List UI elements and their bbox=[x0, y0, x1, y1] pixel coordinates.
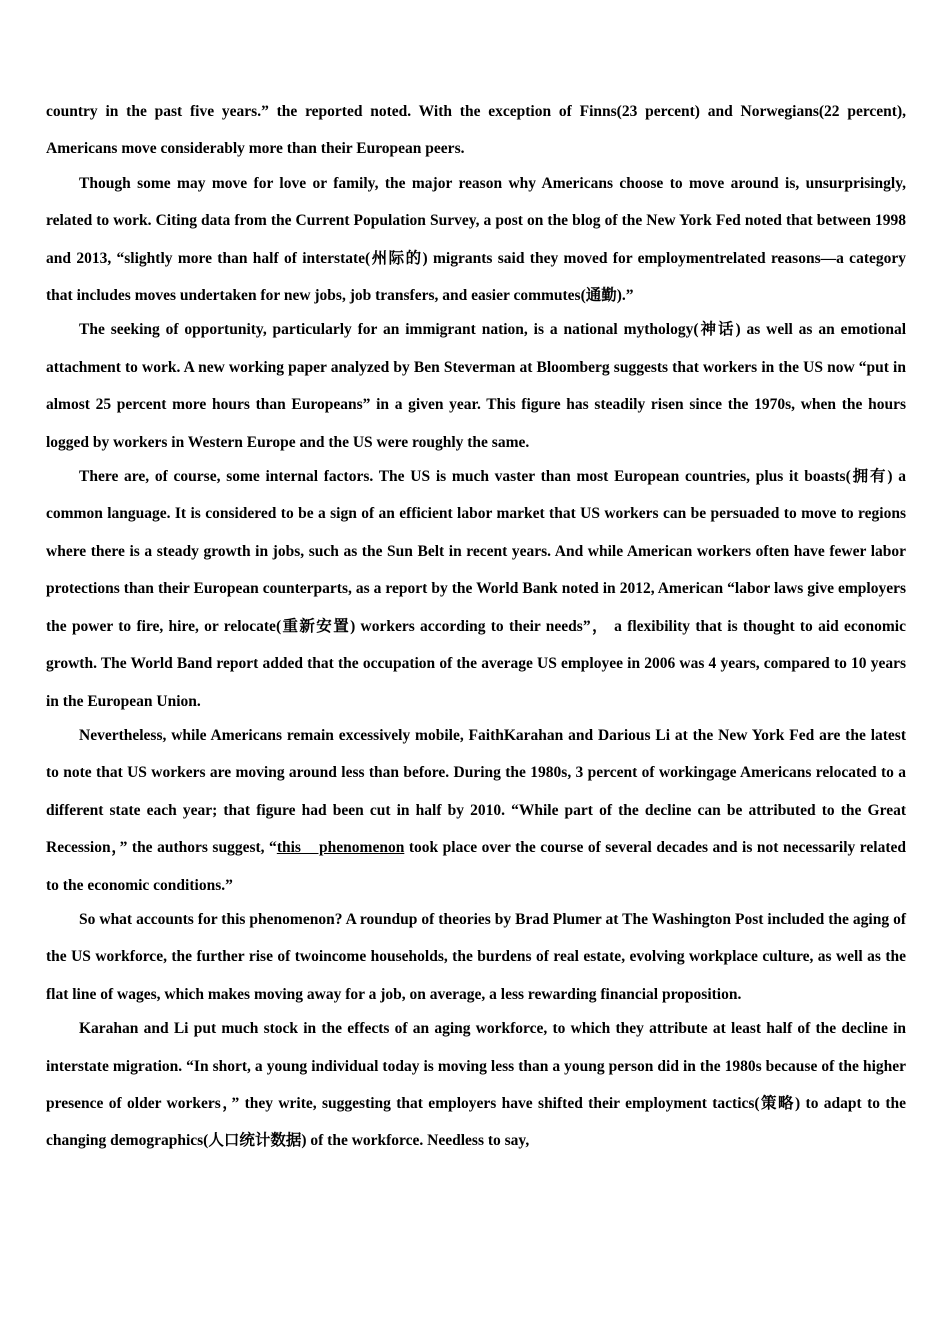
paragraph-5-text-after: took place over the course of several decades and is not necessarily related to the economic conditions.” bbox=[46, 839, 906, 894]
paragraph-5-text-before: Nevertheless, while Americans remain excessively mobile, FaithKarahan and Darious Li at the New York Fed are the latest to note that US workers are moving around less than before. During the 1980s, 3 percent of workingage Americans relocated to a different state each year; that figure had been cut in half by 2010. “While part of the decline can be attributed to the Great Recession，” the authors suggest, “ bbox=[46, 726, 906, 857]
paragraph-1: country in the past five years.” the reported noted. With the exception of Finns(23 percent) and Norwegians(22 percent), Americans move considerably more than their European peers. bbox=[46, 103, 906, 158]
paragraph-5 bbox=[46, 717, 906, 904]
paragraph-2: Though some may move for love or family, the major reason why Americans choose to move around is, unsurprisingly, related to work. Citing data from the Current Population Survey, a post on the blog of the New York Fed noted that between 1998 and 2013, “slightly more than half of interstate(州际的) migrants said they moved for employmentrelated reasons—a category that includes moves undertaken for new jobs, job transfers, and easier commutes(通勤).” bbox=[46, 174, 906, 305]
paragraph-3: The seeking of opportunity, particularly for an immigrant nation, is a national mythology(神话) as well as an emotional attachment to work. A new working paper analyzed by Ben Steverman at Bloomberg suggests that workers in the US now “put in almost 25 percent more hours than Europeans” in a given year. This figure has steadily risen since the 1970s, when the hours logged by workers in Western Europe and the US were roughly the same. bbox=[46, 321, 906, 451]
paragraph-4: There are, of course, some internal factors. The US is much vaster than most European countries, plus it boasts(拥有) a common language. It is considered to be a sign of an efficient labor market that US workers can be persuaded to move to regions where there is a steady growth in jobs, such as the Sun Belt in recent years. And while American workers often have fewer labor protections than their European counterparts, as a report by the World Bank noted in 2012, American “labor laws give employers the power to fire, hire, or relocate(重新安置) workers according to their needs”， a flexibility that is thought to aid economic growth. The World Band report added that the occupation of the average US employee in 2006 was 4 years, compared to 10 years in the European Union. bbox=[46, 468, 906, 710]
paragraph-6: So what accounts for this phenomenon? A roundup of theories by Brad Plumer at The Washington Post included the aging of the US workforce, the further rise of twoincome households, the burdens of real estate, evolving workplace culture, as well as the flat line of wages, which makes moving away for a job, on average, a less rewarding financial proposition. bbox=[46, 910, 906, 1003]
underlined-phrase: this phenomenon bbox=[276, 839, 405, 857]
paragraph-7: Karahan and Li put much stock in the effects of an aging workforce, to which they attribute at least half of the decline in interstate migration. “In short, a young individual today is moving less than a young person did in the 1980s because of the higher presence of older workers，” they write, suggesting that employers have shifted their employment tactics(策略) to adapt to the changing demographics(人口统计数据) of the workforce. Needless to say, bbox=[46, 1020, 906, 1150]
document-page bbox=[46, 93, 906, 1157]
